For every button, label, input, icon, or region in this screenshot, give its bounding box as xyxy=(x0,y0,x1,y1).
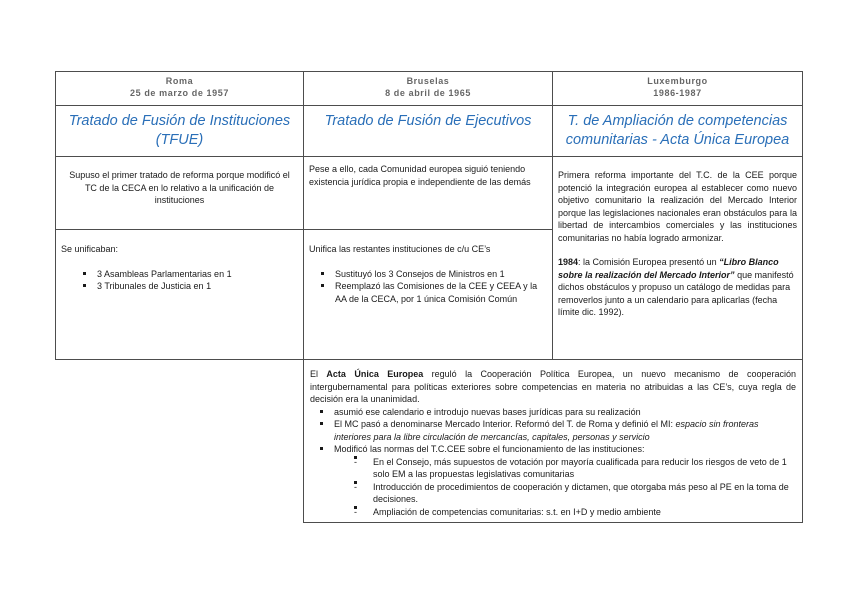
title-row xyxy=(56,106,803,157)
treaties-table xyxy=(55,71,803,523)
luxemburgo-paragraph-2: 1984: la Comisión Europea presentó un “Libro Blanco sobre la realización del Mercado Interior” que manifestó dichos obstáculos y propuso un catálogo de medidas para removerlos junto a un calendario para aplicarlas (fecha límite dic. 1992). xyxy=(558,257,794,317)
luxemburgo-paragraph-1: Primera reforma importante del T.C. de la CEE porque potenció la integración europea al establecer como nuevo objetivo comunitario la realización del Mercado Interior porque las legislaciones nacionales eran obstáculos para la libertad de intercambios comerciales y las instituciones comunitarias no había logrado armonizar. xyxy=(558,170,797,243)
header-row xyxy=(56,72,803,106)
title-tfue: Tratado de Fusión de Instituciones (TFUE) xyxy=(56,106,304,157)
header-date: 8 de abril de 1965 xyxy=(385,88,471,98)
acta-unica-row xyxy=(56,360,803,523)
list-item: El MC pasó a denominarse Mercado Interior. Reformó del T. de Roma y definió el MI: espacio sin fronteras interiores para la libre circulación de mercancías, capitales, personas y servicio xyxy=(320,418,796,443)
list-item: 3 Tribunales de Justicia en 1 xyxy=(83,280,299,293)
list-item: asumió ese calendario e introdujo nuevas bases jurídicas para su realización xyxy=(320,406,796,419)
title-fusion-ejecutivos: Tratado de Fusión de Ejecutivos xyxy=(304,106,553,157)
summary-row xyxy=(56,157,803,230)
summary-bruselas: Pese a ello, cada Comunidad europea siguió teniendo existencia jurídica propia e independiente de las demás xyxy=(304,157,553,230)
acta-unica-intro: El Acta Única Europea reguló la Cooperación Política Europea, un nuevo mecanismo de cooperación intergubernamental para políticas exteriores sobre competencias en materia no atribuidas a las CE’s, cuya regla de decisión era la unanimidad. xyxy=(310,369,796,404)
detail-roma xyxy=(56,230,304,360)
list-item: 3 Asambleas Parlamentarias en 1 xyxy=(83,268,299,281)
list-item: Modificó las normas del T.C.CEE sobre el funcionamiento de las instituciones: - En el Consejo, más supuestos de votación por mayoría cualificada para reducir los riesgos de veto de 1 solo EM a las propuestas legislativas comunitarias - Introducción de procedimientos de cooperación y dictamen, que otorgaba más peso al PE en la toma de decisiones. - Ampliación de competencias comunitarias: s.t. en I+D y medio ambiente xyxy=(320,443,796,518)
list-item: Sustituyó los 3 Consejos de Ministros en 1 xyxy=(321,268,548,281)
header-luxemburgo xyxy=(553,72,803,106)
sub-item: - Ampliación de competencias comunitarias: s.t. en I+D y medio ambiente xyxy=(354,506,796,519)
detail-list xyxy=(61,268,299,293)
summary-roma: Supuso el primer tratado de reforma porque modificó el TC de la CECA en lo relativo a la unificación de instituciones xyxy=(56,157,304,230)
institutions-sublist xyxy=(334,456,796,519)
detail-bruselas xyxy=(304,230,553,360)
header-city: Roma xyxy=(165,76,194,86)
detail-intro: Se unificaban: xyxy=(61,244,119,254)
acta-unica-list xyxy=(310,406,796,519)
sub-item: - Introducción de procedimientos de cooperación y dictamen, que otorgaba más peso al PE en la toma de decisiones. xyxy=(354,481,796,506)
detail-list xyxy=(309,268,548,306)
header-bruselas xyxy=(304,72,553,106)
header-city: Bruselas xyxy=(406,76,450,86)
sub-item: - En el Consejo, más supuestos de votación por mayoría cualificada para reducir los riesgos de veto de 1 solo EM a las propuestas legislativas comunitarias xyxy=(354,456,796,481)
summary-luxemburgo xyxy=(553,157,803,360)
list-item: Reemplazó las Comisiones de la CEE y CEEA y la AA de la CECA, por 1 única Comisión Común xyxy=(321,280,548,305)
title-acta-unica: T. de Ampliación de competencias comunitarias - Acta Única Europea xyxy=(553,106,803,157)
header-date: 25 de marzo de 1957 xyxy=(130,88,229,98)
header-date: 1986-1987 xyxy=(653,88,702,98)
header-city: Luxemburgo xyxy=(647,76,708,86)
header-roma xyxy=(56,72,304,106)
acta-unica-detail xyxy=(304,360,803,523)
detail-intro: Unifica las restantes instituciones de c/u CE’s xyxy=(309,244,491,254)
